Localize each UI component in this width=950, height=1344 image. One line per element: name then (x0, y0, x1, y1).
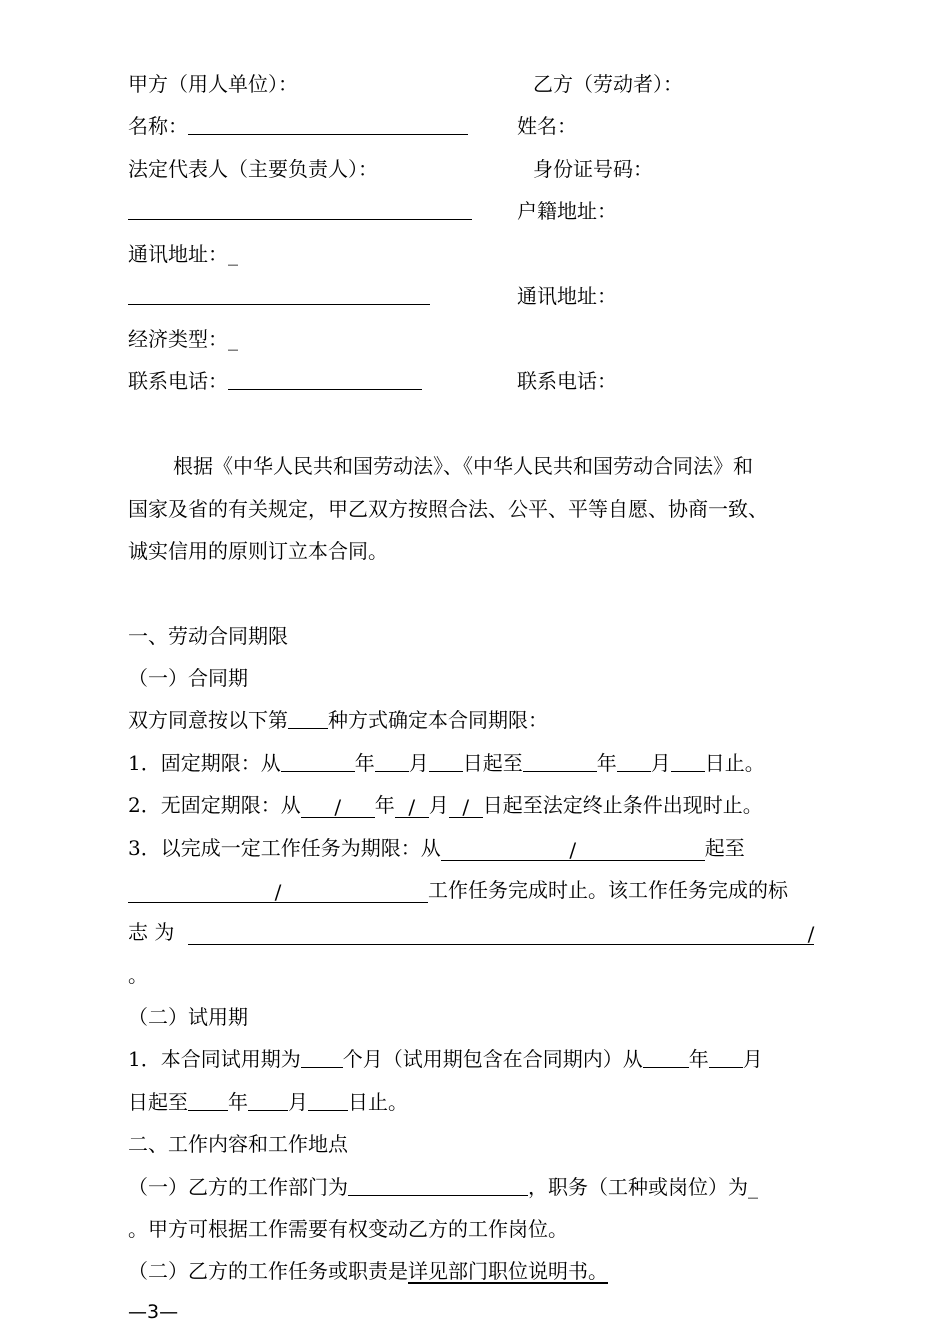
trial-month-label: 月 (742, 1047, 763, 1071)
term-choice-pre: 双方同意按以下第 (128, 708, 288, 732)
party-b-household-label: 户籍地址： (517, 199, 617, 223)
trial-label: 1．本合同试用期为 (128, 1047, 301, 1071)
trial-end-year[interactable] (188, 1090, 228, 1111)
section-1-sub-1: （一）合同期 (128, 666, 248, 690)
trial-end-month[interactable] (248, 1090, 288, 1111)
item2-start-year[interactable]: / (301, 797, 375, 818)
item3-start-field[interactable]: / (441, 840, 705, 861)
trial-row-2 (128, 1088, 408, 1116)
intro-line-1: 根据《中华人民共和国劳动法》、《中华人民共和国劳动合同法》和 (173, 454, 753, 478)
item2-label: 2．无固定期限：从 (128, 793, 301, 817)
party-a-legal-rep-field[interactable] (128, 199, 472, 220)
trial-l2-month-label: 月 (288, 1090, 308, 1114)
item3-mid-label: 起至 (704, 836, 745, 860)
trial-end-day[interactable] (308, 1090, 348, 1111)
party-b-name-label: 姓名： (517, 114, 577, 138)
item1-end-month[interactable] (617, 751, 651, 772)
trial-l2-year-label: 年 (228, 1090, 248, 1114)
party-a-header: 甲方（用人单位）： (128, 72, 298, 96)
dept-field[interactable] (348, 1175, 528, 1196)
item1-start-year[interactable] (281, 751, 355, 772)
party-a-name-field[interactable] (188, 114, 468, 135)
term-item-1 (128, 749, 765, 777)
term-item-3-line-2 (128, 876, 788, 904)
item2-month-label: 月 (428, 793, 449, 817)
trial-text: 个月（试用期包含在合同期内）从 (342, 1047, 643, 1071)
duty-row (128, 1257, 608, 1285)
item3-end-field[interactable]: / (128, 882, 428, 903)
party-a-phone-row (128, 367, 422, 395)
party-a-legal-rep-label: 法定代表人（主要负责人）： (128, 157, 378, 181)
trial-start-month[interactable] (709, 1047, 743, 1068)
item1-end-day[interactable] (671, 751, 705, 772)
intro-line-3: 诚实信用的原则订立本合同。 (128, 539, 388, 563)
dept-label: （一）乙方的工作部门为 (128, 1175, 348, 1199)
item2-start-day[interactable]: / (449, 797, 483, 818)
duty-value: 详见部门职位说明书。 (408, 1259, 608, 1283)
item3-mark-label: 志 为 (128, 920, 175, 944)
term-choice-field[interactable] (288, 708, 328, 729)
party-a-address-row (128, 282, 430, 310)
item2-year-label: 年 (374, 793, 395, 817)
term-item-3-line-3 (128, 918, 814, 946)
term-item-3 (128, 834, 745, 862)
trial-row-1 (128, 1045, 763, 1073)
intro-line-2: 国家及省的有关规定，甲乙双方按照合法、公平、平等自愿、协商一致、 (128, 497, 768, 521)
party-a-name-row (128, 112, 468, 140)
item1-end-year[interactable] (523, 751, 597, 772)
party-a-phone-field[interactable] (228, 369, 422, 390)
duty-label: （二）乙方的工作任务或职责是 (128, 1259, 408, 1283)
party-b-id-label: 身份证号码： (533, 157, 653, 181)
party-a-legal-rep-row (128, 197, 472, 225)
dept-row (128, 1173, 758, 1201)
item1-end-label: 日止。 (704, 751, 765, 775)
trial-months-field[interactable] (301, 1047, 343, 1068)
item3-label: 3．以完成一定工作任务为期限：从 (128, 836, 441, 860)
trial-year-label: 年 (688, 1047, 709, 1071)
party-b-header: 乙方（劳动者）： (533, 72, 683, 96)
item1-year-label: 年 (354, 751, 375, 775)
term-item-2 (128, 791, 763, 819)
section-1-title: 一、劳动合同期限 (128, 624, 288, 648)
term-choice-row (128, 706, 548, 734)
trial-l2-label: 日起至 (128, 1090, 188, 1114)
item3-mark-field[interactable]: / (188, 924, 814, 945)
trial-start-year[interactable] (643, 1047, 689, 1068)
item2-end-label: 日起至法定终止条件出现时止。 (482, 793, 763, 817)
section-2-title: 二、工作内容和工作地点 (128, 1132, 348, 1156)
page-number: —3— (128, 1301, 179, 1323)
party-a-name-label: 名称： (128, 114, 188, 138)
item1-day-label: 日起至 (462, 751, 523, 775)
item3-period: 。 (128, 963, 148, 987)
party-a-phone-label: 联系电话： (128, 369, 228, 393)
party-a-address-field[interactable] (128, 284, 430, 305)
party-a-address-label: 通讯地址：_ (128, 242, 238, 266)
party-b-address-label: 通讯地址： (517, 284, 617, 308)
trial-l2-end-label: 日止。 (348, 1090, 408, 1114)
item1-end-year-label: 年 (596, 751, 617, 775)
item1-label: 1．固定期限：从 (128, 751, 281, 775)
item1-month-label: 月 (408, 751, 429, 775)
item3-line2-text: 工作任务完成时止。该工作任务完成的标 (428, 878, 788, 902)
position-label: ，职务（工种或岗位）为_ (528, 1175, 758, 1199)
item1-end-month-label: 月 (650, 751, 671, 775)
term-choice-post: 种方式确定本合同期限： (328, 708, 548, 732)
dept-line-2: 。甲方可根据工作需要有权变动乙方的工作岗位。 (128, 1217, 568, 1241)
section-1-sub-2: （二）试用期 (128, 1005, 248, 1029)
party-a-econ-type-label: 经济类型：_ (128, 327, 238, 351)
item2-start-month[interactable]: / (395, 797, 429, 818)
item1-start-month[interactable] (375, 751, 409, 772)
item1-start-day[interactable] (429, 751, 463, 772)
party-b-phone-label: 联系电话： (517, 369, 617, 393)
